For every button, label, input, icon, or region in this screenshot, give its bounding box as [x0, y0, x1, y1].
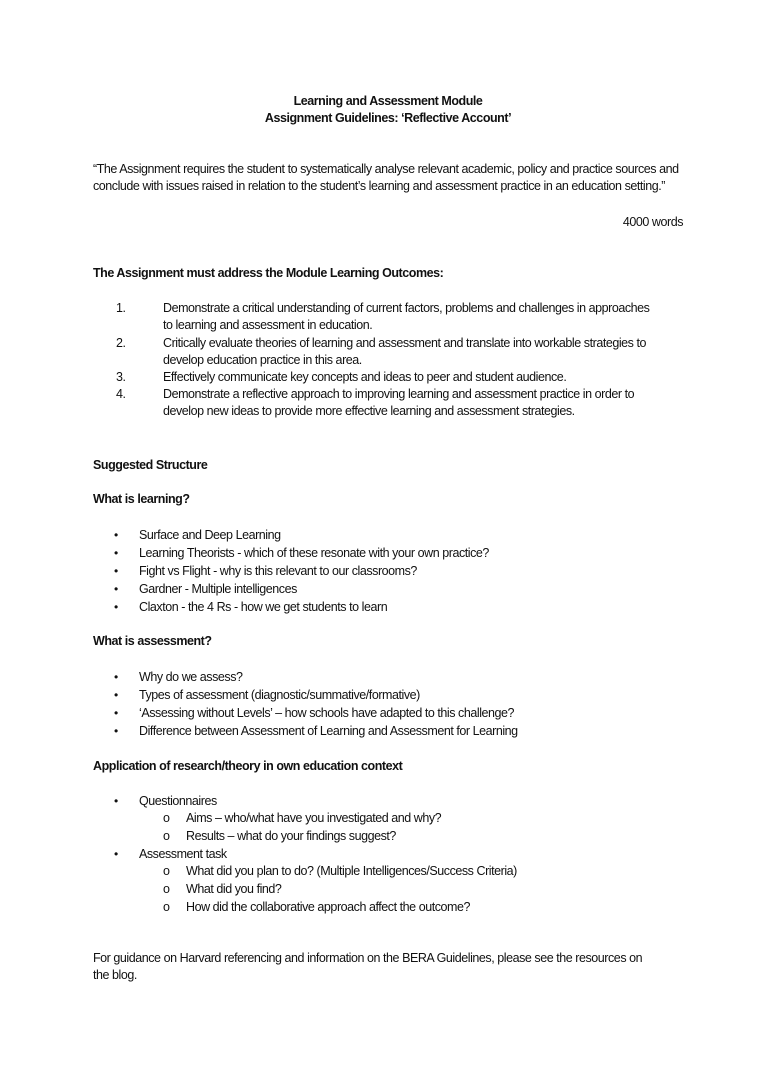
- list-item-text: Why do we assess?: [139, 670, 243, 684]
- outcome-text: Critically evaluate theories of learning and assessment and translate into workable strategies to develop education practice in this area.: [163, 336, 647, 367]
- bullet-icon: •: [114, 794, 118, 808]
- structure-heading: Suggested Structure: [93, 458, 208, 472]
- circle-bullet-icon: o: [163, 829, 170, 843]
- circle-bullet-icon: o: [163, 882, 170, 896]
- bullet-icon: •: [114, 670, 118, 684]
- outcome-number: 2.: [116, 336, 126, 350]
- list-item-text: Difference between Assessment of Learning and Assessment for Learning: [139, 724, 518, 738]
- bullet-icon: •: [114, 582, 118, 596]
- outcome-number: 4.: [116, 387, 126, 401]
- footer-note: For guidance on Harvard referencing and information on the BERA Guidelines, please see the resources on the blog.: [93, 951, 643, 982]
- list-item-text: Claxton - the 4 Rs - how we get students to learn: [139, 600, 388, 614]
- bullet-icon: •: [114, 600, 118, 614]
- sub-list-item-text: Aims – who/what have you investigated and why?: [186, 811, 442, 825]
- sub-list-item-text: Results – what do your findings suggest?: [186, 829, 396, 843]
- circle-bullet-icon: o: [163, 900, 170, 914]
- bullet-icon: •: [114, 847, 118, 861]
- bullet-icon: •: [114, 688, 118, 702]
- list-item-text: Questionnaires: [139, 794, 217, 808]
- doc-title: [93, 93, 683, 127]
- bullet-icon: •: [114, 706, 118, 720]
- list-item-text: Fight vs Flight - why is this relevant to our classrooms?: [139, 564, 417, 578]
- outcome-text: Demonstrate a critical understanding of current factors, problems and challenges in approaches to learning and assessment in education.: [163, 301, 650, 332]
- bullet-icon: •: [114, 724, 118, 738]
- bullet-icon: •: [114, 546, 118, 560]
- word-count: 4000 words: [622, 215, 683, 229]
- outcome-text: Effectively communicate key concepts and ideas to peer and student audience.: [163, 370, 567, 384]
- outcome-text: Demonstrate a reflective approach to improving learning and assessment practice in order to develop new ideas to provide more effective learning and assessment strategies.: [163, 387, 635, 418]
- outcome-number: 3.: [116, 370, 126, 384]
- list-item-text: Gardner - Multiple intelligences: [139, 582, 297, 596]
- list-item-text: ‘Assessing without Levels’ – how schools have adapted to this challenge?: [139, 706, 515, 720]
- sub-list-item-text: How did the collaborative approach affect the outcome?: [186, 900, 470, 914]
- list-item-text: Learning Theorists - which of these resonate with your own practice?: [139, 546, 489, 560]
- title-line-1: Learning and Assessment Module: [293, 94, 483, 108]
- list-item-text: Surface and Deep Learning: [139, 528, 281, 542]
- assessment-heading: What is assessment?: [93, 634, 212, 648]
- circle-bullet-icon: o: [163, 864, 170, 878]
- sub-list-item-text: What did you find?: [186, 882, 282, 896]
- title-line-2: Assignment Guidelines: ‘Reflective Account’: [264, 111, 512, 125]
- application-heading: Application of research/theory in own education context: [93, 759, 403, 773]
- bullet-icon: •: [114, 528, 118, 542]
- learning-heading: What is learning?: [93, 492, 190, 506]
- list-item-text: Types of assessment (diagnostic/summative/formative): [139, 688, 420, 702]
- list-item-text: Assessment task: [139, 847, 227, 861]
- sub-list-item-text: What did you plan to do? (Multiple Intelligences/Success Criteria): [186, 864, 517, 878]
- outcomes-heading: The Assignment must address the Module Learning Outcomes:: [93, 266, 444, 280]
- outcome-number: 1.: [116, 301, 126, 315]
- circle-bullet-icon: o: [163, 811, 170, 825]
- bullet-icon: •: [114, 564, 118, 578]
- assignment-quote: “The Assignment requires the student to systematically analyse relevant academic, policy and practice sources and conclude with issues raised in relation to the student’s learning and assessment practice in an education setting.”: [93, 162, 679, 193]
